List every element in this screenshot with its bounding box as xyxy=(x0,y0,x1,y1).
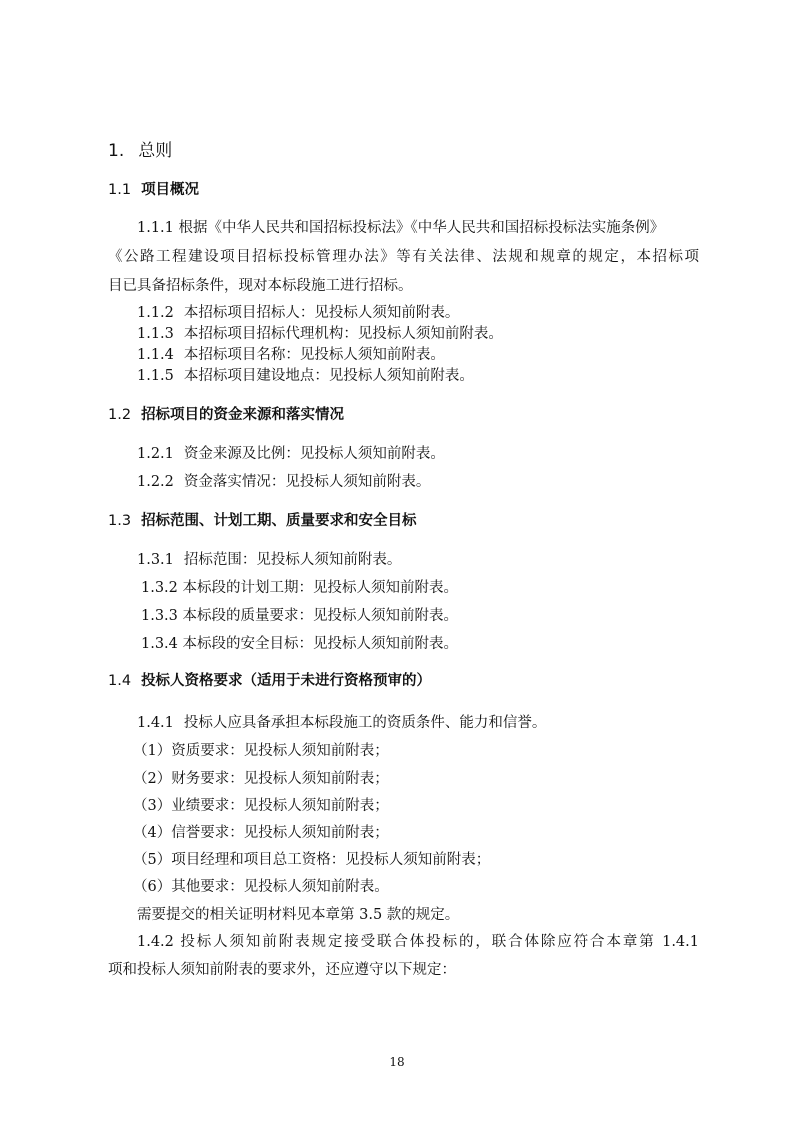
requirement-item-1: （1）资质要求：见投标人须知前附表； xyxy=(133,743,389,759)
heading-number: 1. xyxy=(108,141,125,161)
heading-text: 招标项目的资金来源和落实情况 xyxy=(141,407,345,423)
paragraph-1-4-2-line-1: 1.4.2 投标人须知前附表规定接受联合体投标的，联合体除应符合本章第 1.4.1 xyxy=(137,934,699,950)
heading-text: 招标范围、计划工期、质量要求和安全目标 xyxy=(141,513,417,529)
list-item-1-3-4: 1.3.4 本标段的安全目标：见投标人须知前附表。 xyxy=(141,636,459,652)
requirement-item-2: （2）财务要求：见投标人须知前附表； xyxy=(133,771,389,787)
section-heading-1 xyxy=(108,136,172,161)
heading-text: 总则 xyxy=(138,141,173,161)
paragraph-1-1-1-line-3: 目已具备招标条件，现对本标段施工进行招标。 xyxy=(108,278,413,294)
list-item-1-2-2: 1.2.2 资金落实情况：见投标人须知前附表。 xyxy=(137,474,431,490)
subsection-heading-1-2 xyxy=(108,403,344,424)
heading-number: 1.1 xyxy=(108,182,132,198)
subsection-heading-1-1 xyxy=(108,178,199,199)
subsection-heading-1-4 xyxy=(108,669,431,690)
paragraph-1-4-2-line-2: 项和投标人须知前附表的要求外，还应遵守以下规定： xyxy=(108,962,456,978)
requirement-item-3: （3）业绩要求：见投标人须知前附表； xyxy=(133,798,389,814)
heading-text: 项目概况 xyxy=(141,182,200,198)
requirement-item-6: （6）其他要求：见投标人须知前附表。 xyxy=(133,879,389,895)
requirement-item-5: （5）项目经理和项目总工资格：见投标人须知前附表； xyxy=(133,852,491,868)
page-number: 18 xyxy=(389,1055,405,1069)
list-item-1-3-1: 1.3.1 招标范围：见投标人须知前附表。 xyxy=(137,552,402,568)
list-item-1-1-2: 1.1.2 本招标项目招标人：见投标人须知前附表。 xyxy=(137,305,460,321)
heading-number: 1.4 xyxy=(108,673,132,689)
list-item-1-3-3: 1.3.3 本标段的质量要求：见投标人须知前附表。 xyxy=(141,608,459,624)
list-item-1-2-1: 1.2.1 资金来源及比例：见投标人须知前附表。 xyxy=(137,446,445,462)
list-item-1-1-3: 1.1.3 本招标项目招标代理机构：见投标人须知前附表。 xyxy=(137,326,503,342)
heading-text: 投标人资格要求（适用于未进行资格预审的） xyxy=(141,673,432,689)
paragraph-note: 需要提交的相关证明材料见本章第 3.5 款的规定。 xyxy=(137,907,460,923)
heading-number: 1.2 xyxy=(108,407,132,423)
subsection-heading-1-3 xyxy=(108,509,417,530)
requirement-item-4: （4）信誉要求：见投标人须知前附表； xyxy=(133,825,389,841)
paragraph-1-1-1-line-1: 1.1.1 根据《中华人民共和国招标投标法》《中华人民共和国招标投标法实施条例》 xyxy=(137,220,665,236)
list-item-1-3-2: 1.3.2 本标段的计划工期：见投标人须知前附表。 xyxy=(141,580,459,596)
paragraph-1-4-1: 1.4.1 投标人应具备承担本标段施工的资质条件、能力和信誉。 xyxy=(137,715,547,731)
paragraph-1-1-1-line-2: 《公路工程建设项目招标投标管理办法》等有关法律、法规和规章的规定，本招标项 xyxy=(108,249,699,265)
list-item-1-1-4: 1.1.4 本招标项目名称：见投标人须知前附表。 xyxy=(137,347,445,363)
heading-number: 1.3 xyxy=(108,513,132,529)
list-item-1-1-5: 1.1.5 本招标项目建设地点：见投标人须知前附表。 xyxy=(137,368,474,384)
